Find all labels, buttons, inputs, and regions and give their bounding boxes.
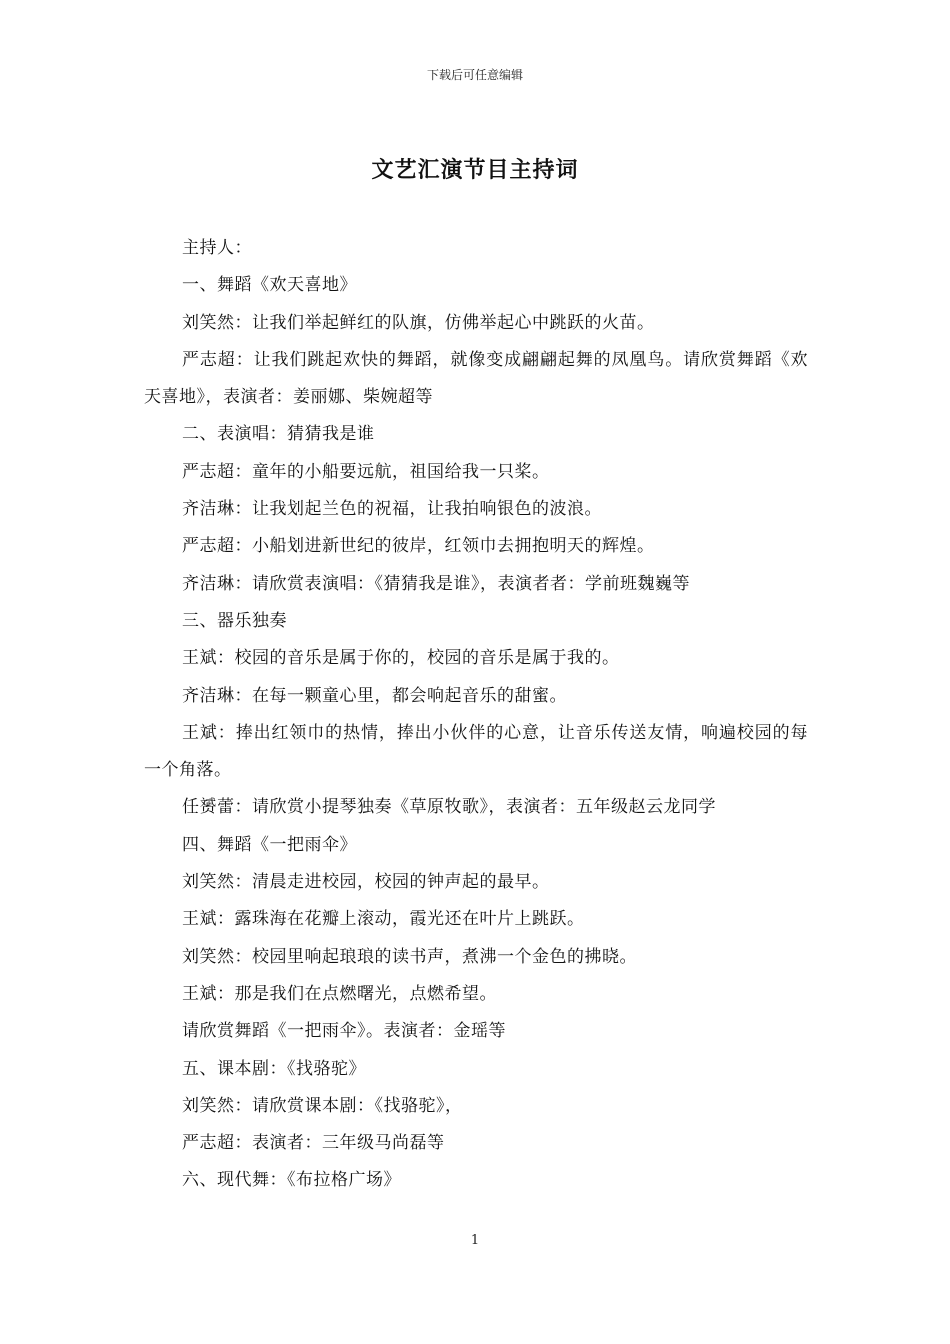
paragraph: 齐洁琳：请欣赏表演唱：《猜猜我是谁》，表演者者：学前班魏巍等 xyxy=(182,573,690,594)
paragraph: 严志超：让我们跳起欢快的舞蹈，就像变成翩翩起舞的凤凰鸟。请欣赏舞蹈《欢天喜地》，表演者：姜丽娜、柴婉超等 xyxy=(144,349,808,408)
paragraph: 严志超：童年的小船要远航，祖国给我一只桨。 xyxy=(182,461,550,482)
paragraph: 任赟蕾：请欣赏小提琴独奏《草原牧歌》，表演者：五年级赵云龙同学 xyxy=(182,797,716,818)
paragraph: 严志超：表演者：三年级马尚磊等 xyxy=(182,1133,445,1154)
program-heading: 二、表演唱：猜猜我是谁 xyxy=(182,424,375,445)
header-note: 下载后可任意编辑 xyxy=(426,68,523,82)
paragraph: 刘笑然：校园里响起琅琅的读书声，煮沸一个金色的拂晓。 xyxy=(182,946,637,967)
paragraph: 刘笑然：让我们举起鲜红的队旗，仿佛举起心中跳跃的火苗。 xyxy=(182,312,655,333)
paragraph: 齐洁琳：在每一颗童心里，都会响起音乐的甜蜜。 xyxy=(182,685,567,706)
paragraph: 王斌：校园的音乐是属于你的，校园的音乐是属于我的。 xyxy=(182,648,620,669)
program-heading: 三、器乐独奏 xyxy=(182,610,287,631)
program-heading: 六、现代舞：《布拉格广场》 xyxy=(182,1170,401,1191)
paragraph: 刘笑然：请欣赏课本剧：《找骆驼》， xyxy=(182,1095,463,1116)
paragraph: 王斌：那是我们在点燃曙光，点燃希望。 xyxy=(182,983,497,1004)
paragraph: 请欣赏舞蹈《一把雨伞》。表演者：金瑶等 xyxy=(182,1021,506,1042)
program-heading: 四、舞蹈《一把雨伞》 xyxy=(182,834,357,855)
program-heading: 五、课本剧：《找骆驼》 xyxy=(182,1058,366,1079)
paragraph: 刘笑然：清晨走进校园，校园的钟声起的最早。 xyxy=(182,872,550,893)
document-body xyxy=(144,230,808,1200)
document-title: 文艺汇演节目主持词 xyxy=(371,157,579,183)
program-heading: 一、舞蹈《欢天喜地》 xyxy=(182,275,357,296)
paragraph: 王斌：露珠海在花瓣上滚动，霞光还在叶片上跳跃。 xyxy=(182,909,585,930)
paragraph: 齐洁琳：让我划起兰色的祝福，让我拍响银色的波浪。 xyxy=(182,499,602,520)
paragraph: 主持人： xyxy=(182,238,252,258)
paragraph: 严志超：小船划进新世纪的彼岸，红领巾去拥抱明天的辉煌。 xyxy=(182,536,655,557)
paragraph: 王斌：捧出红领巾的热情，捧出小伙伴的心意，让音乐传送友情，响遍校园的每一个角落。 xyxy=(144,722,808,781)
page-number: 1 xyxy=(470,1233,480,1248)
